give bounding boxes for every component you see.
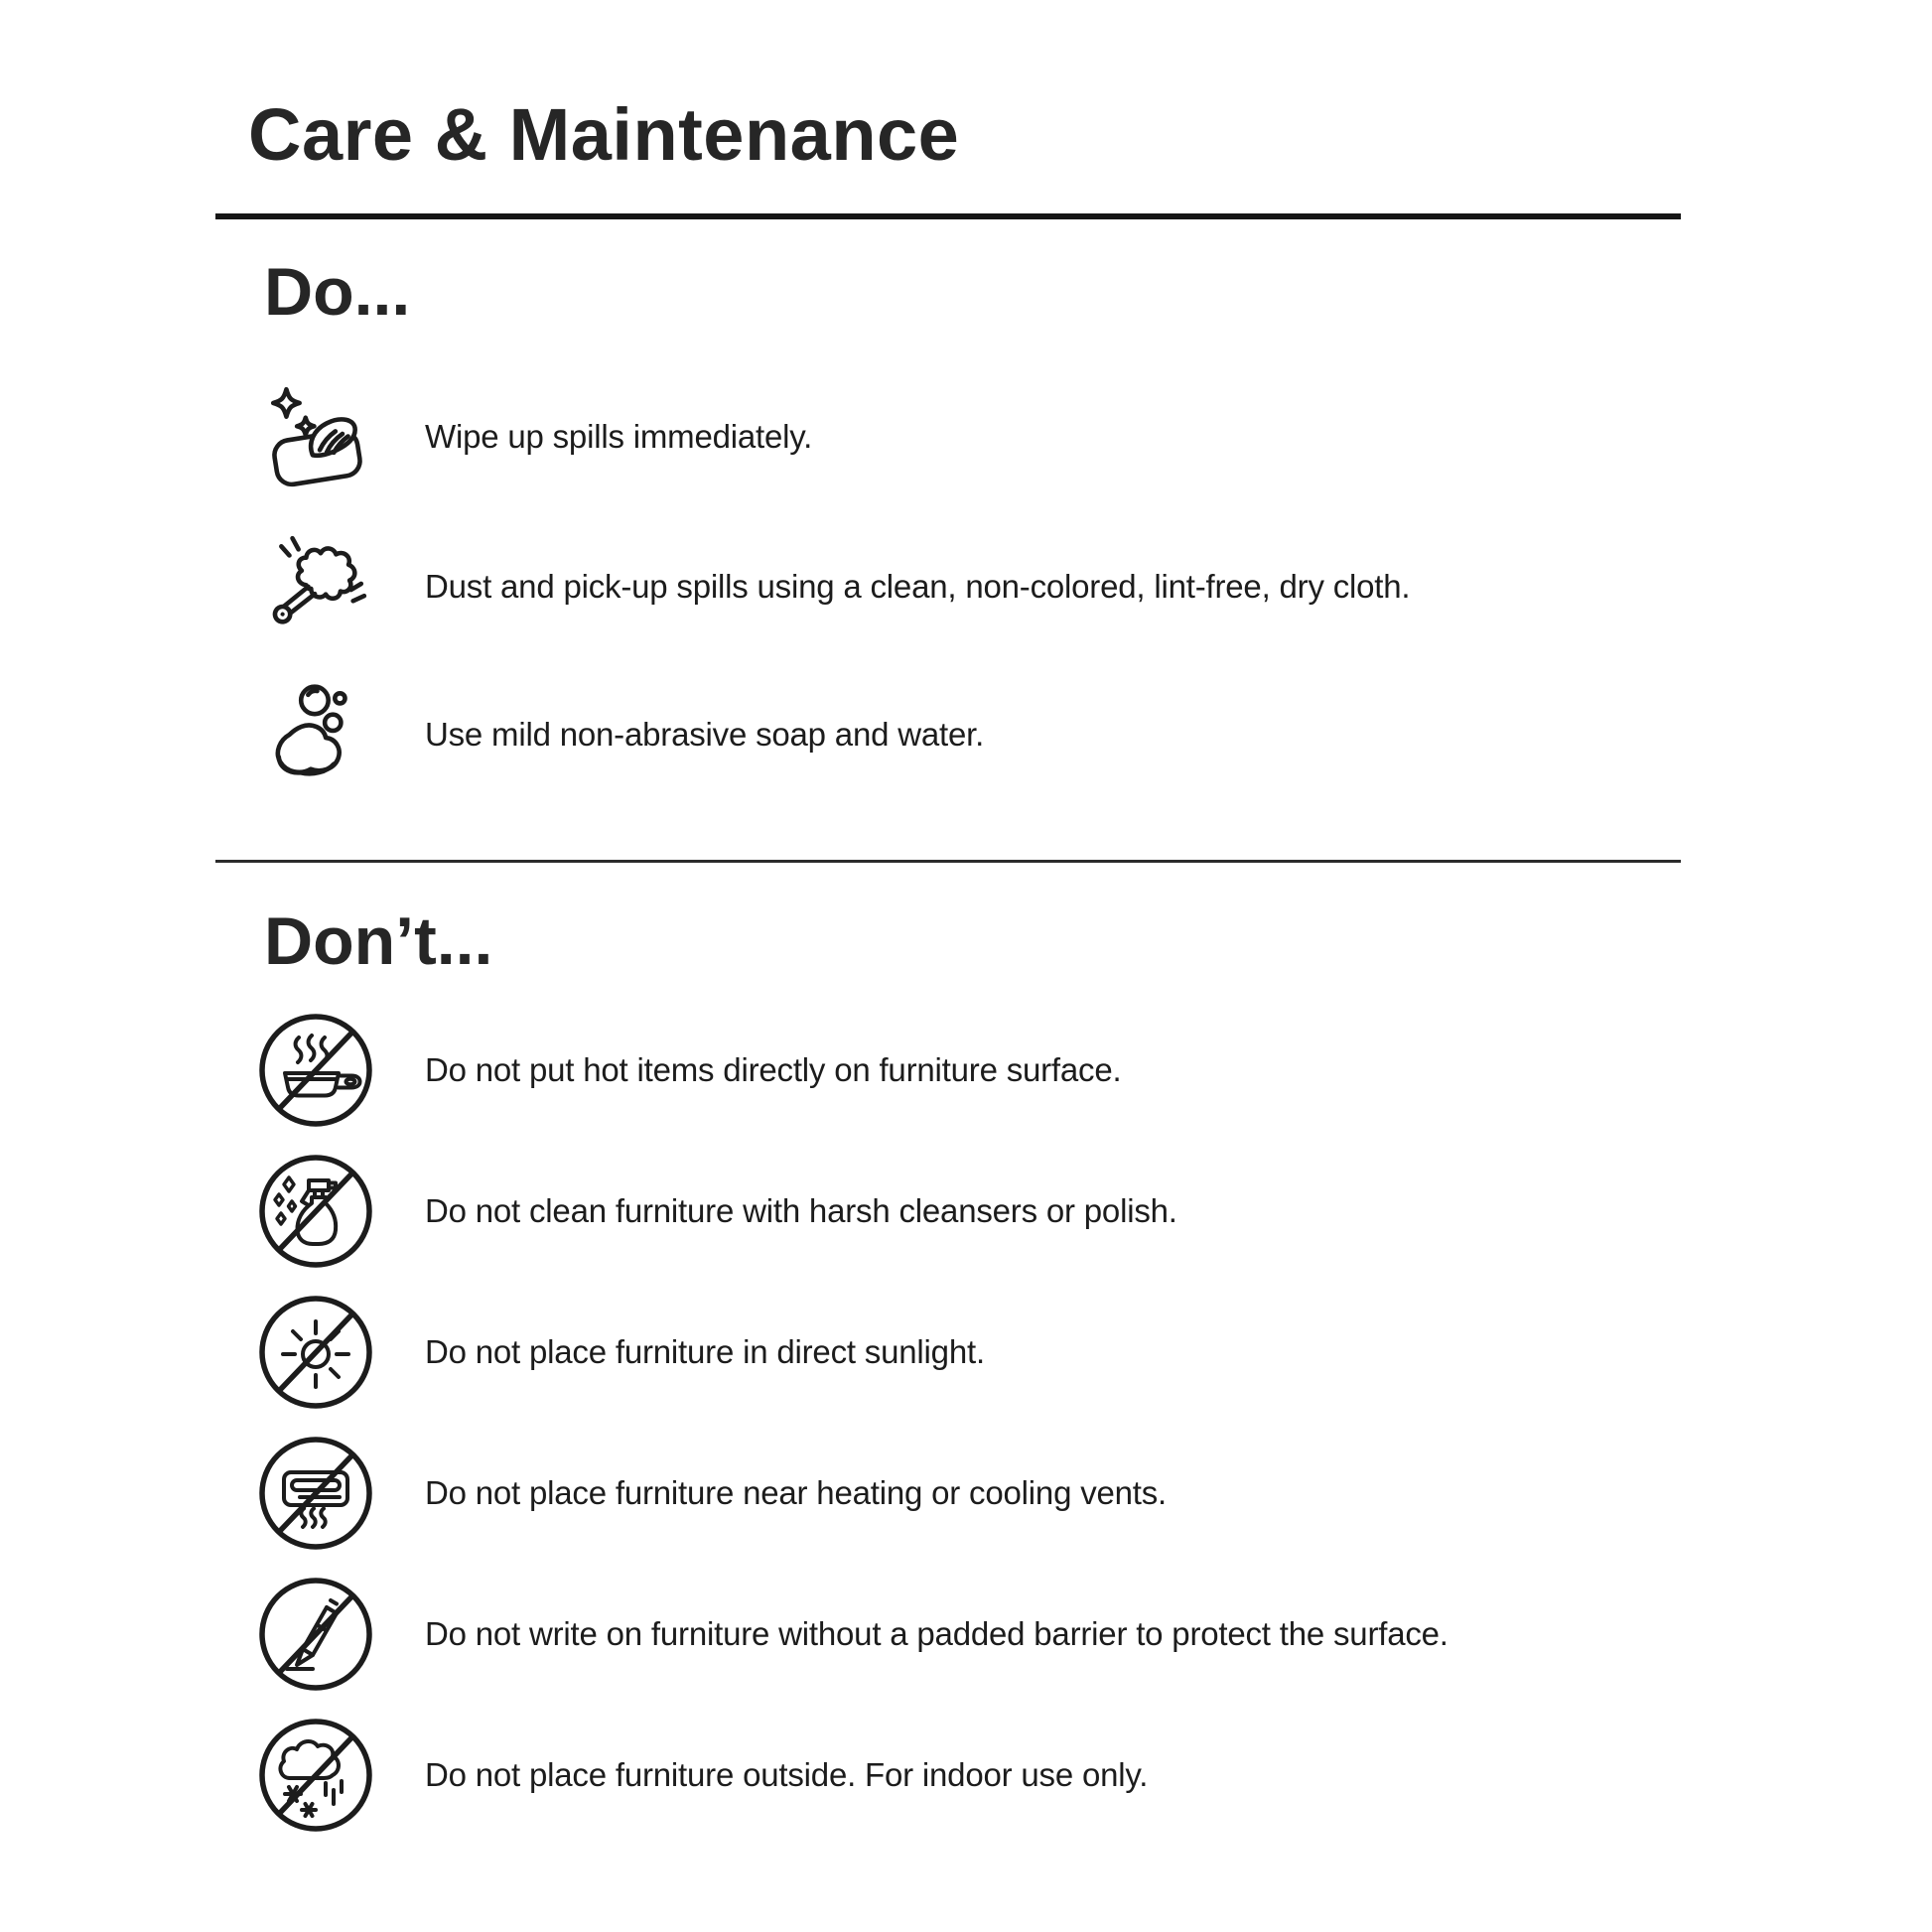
section-heading-do: Do...: [264, 254, 411, 330]
no-writing-icon: [256, 1575, 375, 1694]
do-item-text: Wipe up spills immediately.: [425, 418, 813, 455]
wipe-spill-hand-icon: [262, 379, 373, 490]
no-harsh-cleansers-icon: [256, 1152, 375, 1271]
no-hot-items-icon: [256, 1011, 375, 1130]
do-item-text: Use mild non-abrasive soap and water.: [425, 716, 985, 753]
section-divider: [215, 860, 1681, 863]
dont-item-text: Do not put hot items directly on furniture surface.: [425, 1051, 1122, 1088]
dont-item-text: Do not place furniture outside. For indoor use only.: [425, 1756, 1149, 1793]
no-outdoor-use-icon: [256, 1716, 375, 1835]
no-direct-sunlight-icon: [256, 1293, 375, 1412]
dont-item-text: Do not clean furniture with harsh cleansers or polish.: [425, 1192, 1177, 1229]
dont-item-text: Do not place furniture in direct sunlight.: [425, 1333, 985, 1370]
dont-item-text: Do not place furniture near heating or cooling vents.: [425, 1474, 1168, 1511]
section-heading-dont: Don’t...: [264, 903, 493, 979]
no-heating-cooling-vents-icon: [256, 1434, 375, 1553]
title-divider: [215, 213, 1681, 219]
dont-item-text: Do not write on furniture without a padded barrier to protect the surface.: [425, 1615, 1449, 1652]
soap-bubbles-icon: [262, 677, 373, 788]
do-item-text: Dust and pick-up spills using a clean, non-colored, lint-free, dry cloth.: [425, 568, 1411, 605]
page-title: Care & Maintenance: [248, 93, 960, 176]
feather-duster-icon: [262, 529, 373, 640]
